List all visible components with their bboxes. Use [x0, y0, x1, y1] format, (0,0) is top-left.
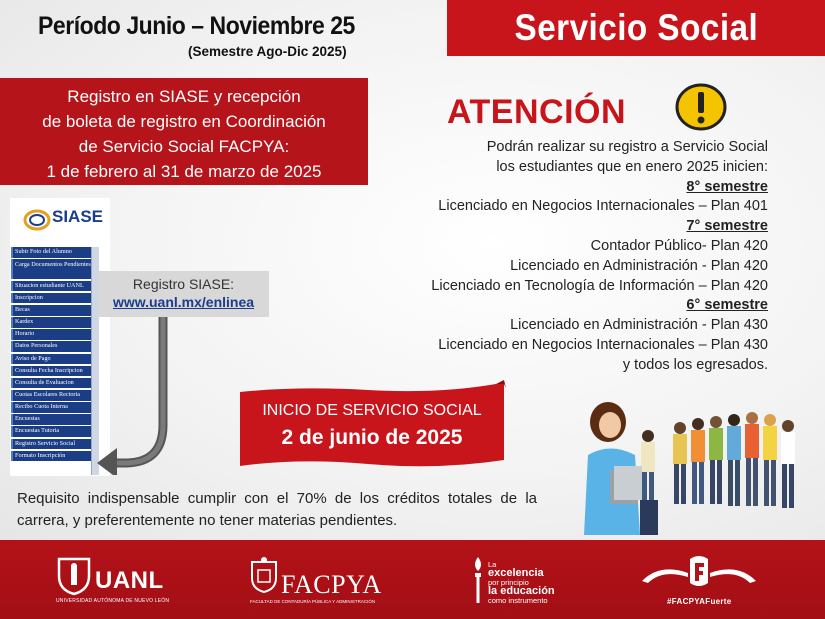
uanl-subtitle: UNIVERSIDAD AUTÓNOMA DE NUEVO LEÓN	[56, 598, 170, 604]
registration-line: de boleta de registro en Coordinación	[42, 112, 326, 131]
registration-line: Registro en SIASE y recepción	[67, 87, 301, 106]
inicio-servicio-box	[238, 380, 506, 472]
siase-menu-item[interactable]: Encuestas	[11, 414, 91, 425]
siase-menu-item[interactable]: Carga Documentos Pendientes	[11, 259, 91, 279]
siase-menu-item[interactable]: Kardex	[11, 317, 91, 328]
requirement-text: Requisito indispensable cumplir con el 70% de los créditos totales de la carrera, y preferentemente no tener materias pendientes.	[17, 490, 537, 529]
servicio-social-banner: Servicio Social	[447, 0, 825, 56]
siase-menu-item[interactable]: Datos Personales	[11, 341, 91, 352]
siase-menu-item-registro-servicio-social[interactable]: Registro Servicio Social	[11, 439, 91, 450]
siase-menu-item[interactable]: Formato Inscripción	[11, 451, 91, 462]
uanl-shield-icon	[56, 556, 92, 596]
siase-menu-item[interactable]: Consulta de Evaluacion	[11, 378, 91, 389]
program-line: Licenciado en Tecnología de Información – Plan 420	[431, 277, 768, 294]
facpya-fuerte-logo-icon	[640, 553, 758, 595]
torch-icon	[470, 555, 486, 605]
registration-line: 1 de febrero al 31 de marzo de 2025	[46, 162, 322, 181]
siase-menu-item[interactable]: Aviso de Pago	[11, 354, 91, 365]
semester-heading: 8° semestre	[686, 178, 768, 195]
siase-menu-item[interactable]: Encuestas Tutoria	[11, 426, 91, 437]
registration-line: de Servicio Social FACPYA:	[78, 137, 290, 156]
registro-siase-label: Registro SIASE:	[132, 276, 235, 292]
program-line: Licenciado en Negocios Internacionales – Plan 401	[438, 198, 768, 215]
period-subtitle: (Semestre Ago-Dic 2025)	[188, 44, 347, 59]
siase-menu	[11, 247, 91, 463]
program-line: Licenciado en Negocios Internacionales – Plan 430	[438, 336, 768, 353]
siase-menu-item[interactable]: Subir Foto del Alumno	[11, 247, 91, 258]
siase-logo: SIASE	[52, 207, 104, 226]
semester-heading: 7° semestre	[686, 218, 768, 235]
siase-menu-item[interactable]: Becas	[11, 305, 91, 316]
semester-heading: 6° semestre	[686, 297, 768, 314]
excelencia-motto: La excelencia por principio la educación como instrumento	[488, 560, 555, 605]
siase-menu-item[interactable]: Situacion estudiante UANL	[11, 281, 91, 292]
facpya-subtitle: FACULTAD DE CONTADURÍA PÚBLICA Y ADMINISTRACIÓN	[250, 599, 376, 604]
siase-menu-item[interactable]: Consulta Fecha Inscripcion	[11, 366, 91, 377]
period-title: Período Junio – Noviembre 25	[38, 12, 355, 40]
facpya-logo-text: FACPYA	[281, 570, 382, 599]
uanl-logo-text: UANL	[95, 567, 164, 594]
program-line: Contador Público- Plan 420	[590, 237, 768, 254]
inicio-line1: INICIO DE SERVICIO SOCIAL	[262, 402, 482, 419]
arrow-icon	[95, 315, 185, 475]
siase-menu-item[interactable]: Inscripcion	[11, 293, 91, 304]
students-photo	[580, 400, 815, 535]
eligibility-info	[348, 138, 768, 376]
siase-menu-item[interactable]: Recibo Cuota Interna	[11, 402, 91, 413]
intro-line: Podrán realizar su registro a Servicio Social	[486, 139, 768, 155]
registro-siase-box	[98, 271, 269, 317]
atencion-heading: ATENCIÓN	[447, 93, 627, 131]
closing-line: y todos los egresados.	[622, 356, 768, 373]
registration-box	[0, 78, 368, 185]
intro-line: los estudiantes que en enero 2025 inicien:	[496, 158, 768, 175]
program-line: Licenciado en Administración - Plan 430	[510, 317, 768, 334]
hashtag-text: #FACPYAFuerte	[667, 597, 732, 606]
program-line: Licenciado en Administración - Plan 420	[510, 257, 768, 274]
warning-icon	[675, 83, 727, 131]
facpya-shield-icon	[250, 556, 278, 594]
siase-menu-item[interactable]: Horario	[11, 329, 91, 340]
registro-siase-link[interactable]: www.uanl.mx/enlinea	[112, 294, 255, 310]
siase-menu-item[interactable]: Cuotas Escolares Rectoria	[11, 390, 91, 401]
inicio-date: 2 de junio de 2025	[281, 426, 463, 449]
